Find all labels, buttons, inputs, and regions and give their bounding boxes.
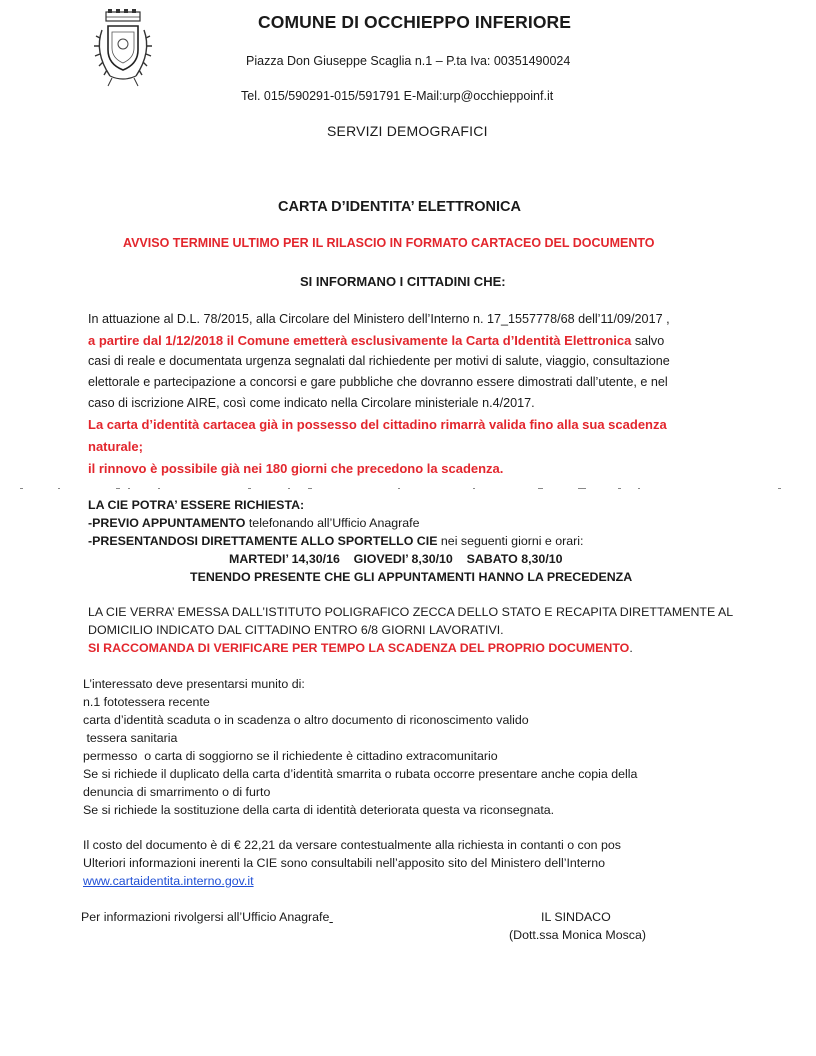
- si-informano-heading: SI INFORMANO I CITTADINI CHE:: [300, 274, 506, 289]
- document-title: CARTA D’IDENTITA’ ELETTRONICA: [278, 199, 522, 215]
- intro-line-2: [88, 333, 664, 348]
- documenti-item: tessera sanitaria: [83, 731, 178, 745]
- footer-underscore: [329, 910, 332, 924]
- documenti-item: n.1 fototessera recente: [83, 695, 210, 709]
- documenti-intro: L’interessato deve presentarsi munito di:: [83, 677, 305, 691]
- municipal-coat-of-arms-icon: [88, 8, 158, 90]
- documenti-item: denuncia di smarrimento o di furto: [83, 785, 271, 799]
- renewal-note: il rinnovo è possibile già nei 180 giorni che precedono la scadenza.: [88, 461, 504, 476]
- precedenza-note: TENENDO PRESENTE CHE GLI APPUNTAMENTI HANNO LA PRECEDENZA: [190, 570, 633, 584]
- footer-info: [81, 910, 333, 924]
- cie-website-link[interactable]: www.cartaidentita.interno.gov.it: [83, 874, 254, 888]
- documenti-item: Se si richiede la sostituzione della carta di identità deteriorata questa va riconsegnata.: [83, 803, 555, 817]
- raccomanda-warning: SI RACCOMANDA DI VERIFICARE PER TEMPO LA SCADENZA DEL PROPRIO DOCUMENTO: [88, 641, 630, 655]
- richiesta-heading: LA CIE POTRA’ ESSERE RICHIESTA:: [88, 498, 305, 512]
- appuntamento-detail: telefonando all’Ufficio Anagrafe: [245, 516, 420, 530]
- richiesta-appuntamento: [88, 516, 419, 530]
- intro-line-4: elettorale e partecipazione a concorsi e gare pubbliche che dovranno essere dimostrati dall’utente, e nel: [88, 375, 668, 389]
- costo-line: Il costo del documento è di € 22,21 da versare contestualmente alla richiesta in contanti o con pos: [83, 838, 621, 852]
- orari-sportello: MARTEDI’ 14,30/16 GIOVEDI’ 8,30/10 SABATO 8,30/10: [229, 552, 563, 566]
- validity-note-2: naturale;: [88, 439, 143, 454]
- documenti-item: carta d’identità scaduta o in scadenza o altro documento di riconoscimento valido: [83, 713, 529, 727]
- documenti-item: permesso o carta di soggiorno se il richiedente è cittadino extracomunitario: [83, 749, 498, 763]
- comune-name: COMUNE DI OCCHIEPPO INFERIORE: [258, 12, 572, 32]
- avviso-heading: AVVISO TERMINE ULTIMO PER IL RILASCIO IN FORMATO CARTACEO DEL DOCUMENTO: [123, 236, 655, 250]
- footer-info-text: Per informazioni rivolgersi all’Ufficio Anagrafe: [81, 910, 330, 924]
- documenti-item: Se si richiede il duplicato della carta d’identità smarrita o rubata occorre presentare anche copia della: [83, 767, 638, 781]
- intro-line-1: In attuazione al D.L. 78/2015, alla Circolare del Ministero dell’Interno n. 17_1557778/68 dell’11/09/2017 ,: [88, 312, 670, 326]
- intro-line-5: caso di iscrizione AIRE, così come indicato nella Circolare ministeriale n.4/2017.: [88, 396, 535, 410]
- scan-divider: [18, 487, 798, 491]
- sportello-label: -PRESENTANDOSI DIRETTAMENTE ALLO SPORTELLO CIE: [88, 534, 438, 548]
- address-line: Piazza Don Giuseppe Scaglia n.1 – P.ta Iva: 00351490024: [246, 54, 571, 68]
- sindaco-title: IL SINDACO: [541, 910, 611, 924]
- richiesta-sportello: [88, 534, 584, 548]
- intro-date-highlight: a partire dal 1/12/2018 il Comune emetterà esclusivamente la Carta d’Identità Elettronica: [88, 333, 632, 348]
- contacts-line: Tel. 015/590291-015/591791 E-Mail:urp@occhieppoinf.it: [241, 89, 554, 103]
- office-name: SERVIZI DEMOGRAFICI: [327, 123, 488, 139]
- appuntamento-label: -PREVIO APPUNTAMENTO: [88, 516, 246, 530]
- emissione-line-1: LA CIE VERRA’ EMESSA DALL’ISTITUTO POLIGRAFICO ZECCA DELLO STATO E RECAPITA DIRETTAMENTE AL: [88, 605, 734, 619]
- intro-line-2-rest: salvo: [631, 334, 665, 348]
- info-line: Ulteriori informazioni inerenti la CIE sono consultabili nell’apposito sito del Ministero dell’Interno: [83, 856, 606, 870]
- sportello-detail: nei seguenti giorni e orari:: [437, 534, 584, 548]
- raccomanda-end: .: [629, 641, 633, 655]
- raccomanda-line: [88, 641, 633, 655]
- validity-note-1: La carta d’identità cartacea già in possesso del cittadino rimarrà valida fino alla sua scadenza: [88, 417, 667, 432]
- emissione-line-2: DOMICILIO INDICATO DAL CITTADINO ENTRO 6/8 GIORNI LAVORATIVI.: [88, 623, 504, 637]
- intro-line-3: casi di reale e documentata urgenza segnalati dal richiedente per motivi di salute, viaggio, consultazione: [88, 354, 670, 368]
- sindaco-name: (Dott.ssa Monica Mosca): [509, 928, 647, 942]
